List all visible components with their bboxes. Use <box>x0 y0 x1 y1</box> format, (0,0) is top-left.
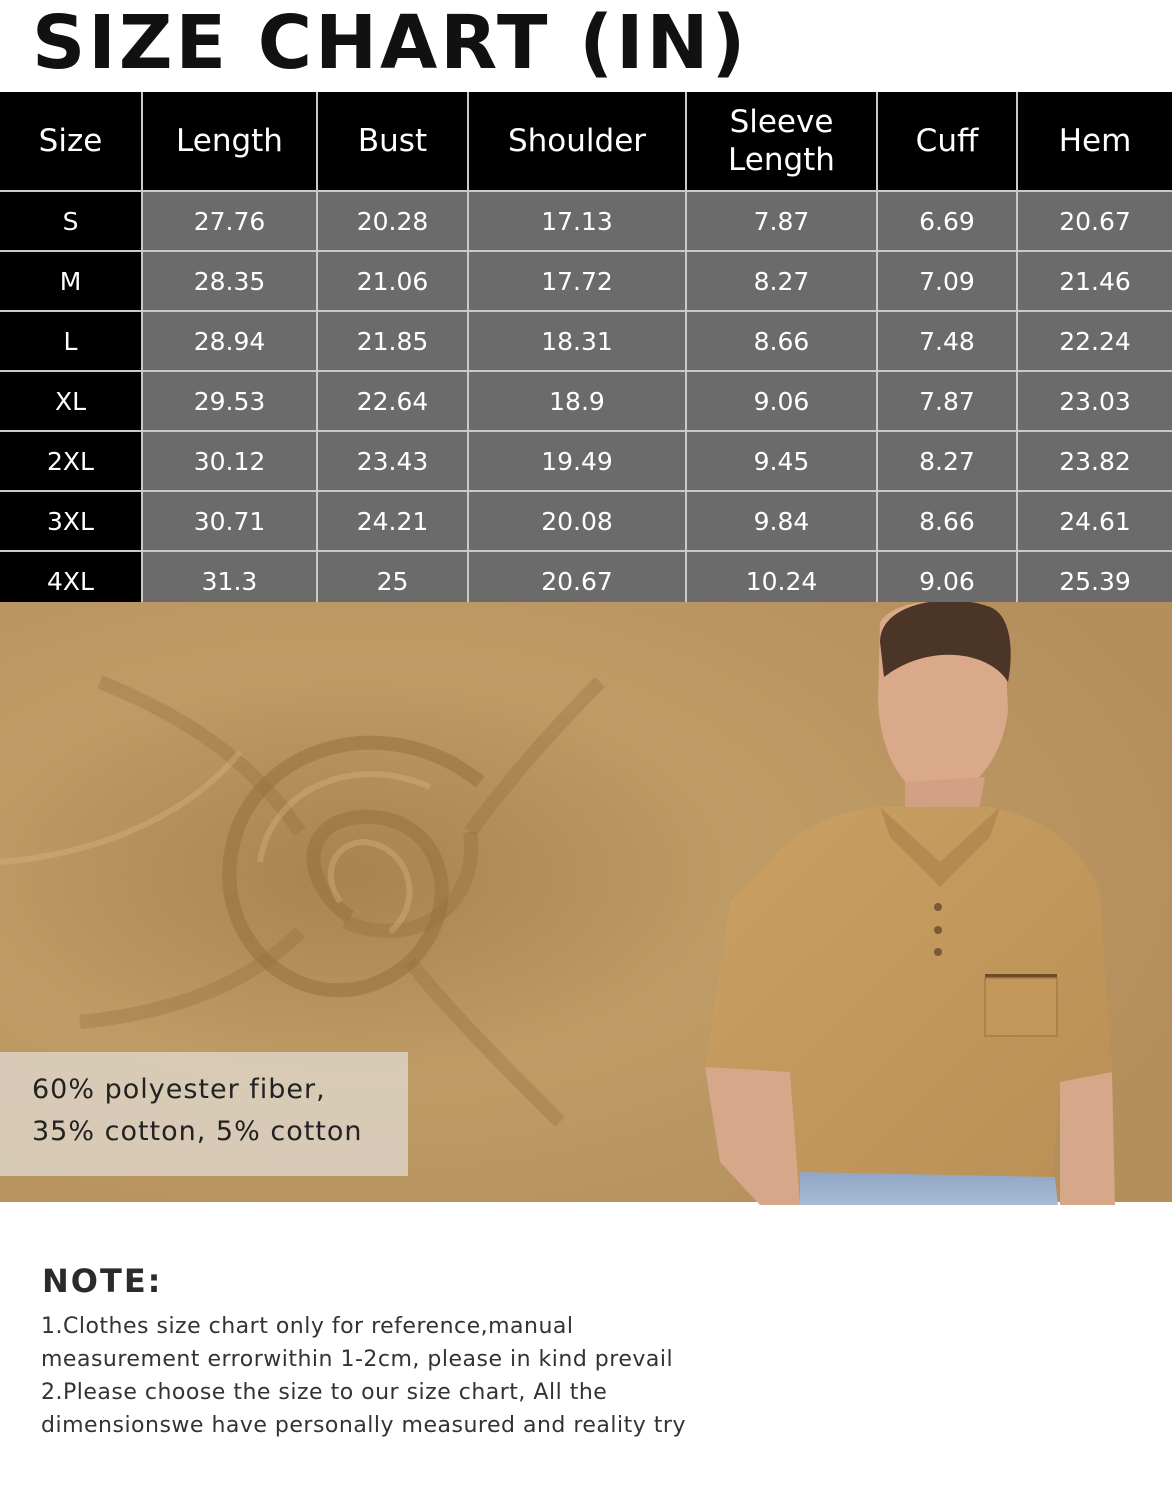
measurement-cell: 20.67 <box>468 551 686 611</box>
measurement-cell: 23.03 <box>1017 371 1172 431</box>
measurement-cell: 27.76 <box>142 191 317 251</box>
measurement-cell: 22.64 <box>317 371 468 431</box>
table-row <box>0 251 1172 311</box>
measurement-cell: 9.84 <box>686 491 877 551</box>
header-bust: Bust <box>317 92 468 191</box>
measurement-cell: 9.45 <box>686 431 877 491</box>
measurement-cell: 9.06 <box>686 371 877 431</box>
measurement-cell: 29.53 <box>142 371 317 431</box>
header-size: Size <box>0 92 142 191</box>
measurement-cell: 20.67 <box>1017 191 1172 251</box>
size-cell: 4XL <box>0 551 142 611</box>
size-cell: L <box>0 311 142 371</box>
table-row <box>0 491 1172 551</box>
measurement-cell: 21.85 <box>317 311 468 371</box>
measurement-cell: 8.66 <box>686 311 877 371</box>
header-sleeve-length: Sleeve Length <box>686 92 877 191</box>
measurement-cell: 21.46 <box>1017 251 1172 311</box>
header-hem: Hem <box>1017 92 1172 191</box>
measurement-cell: 18.31 <box>468 311 686 371</box>
measurement-cell: 7.87 <box>877 371 1017 431</box>
measurement-cell: 7.48 <box>877 311 1017 371</box>
size-cell: M <box>0 251 142 311</box>
table-row <box>0 371 1172 431</box>
measurement-cell: 19.49 <box>468 431 686 491</box>
measurement-cell: 8.27 <box>686 251 877 311</box>
note-line: 2.Please choose the size to our size chart, All the <box>41 1380 608 1405</box>
measurement-cell: 24.61 <box>1017 491 1172 551</box>
measurement-cell: 28.35 <box>142 251 317 311</box>
measurement-cell: 30.71 <box>142 491 317 551</box>
measurement-cell: 7.09 <box>877 251 1017 311</box>
table-row <box>0 191 1172 251</box>
note-line: measurement errorwithin 1-2cm, please in kind prevail <box>41 1347 674 1372</box>
size-cell: S <box>0 191 142 251</box>
measurement-cell: 24.21 <box>317 491 468 551</box>
measurement-cell: 6.69 <box>877 191 1017 251</box>
measurement-cell: 8.27 <box>877 431 1017 491</box>
measurement-cell: 7.87 <box>686 191 877 251</box>
measurement-cell: 9.06 <box>877 551 1017 611</box>
measurement-cell: 23.82 <box>1017 431 1172 491</box>
measurement-cell: 23.43 <box>317 431 468 491</box>
fabric-line-1: 60% polyester fiber, <box>32 1074 326 1105</box>
measurement-cell: 20.08 <box>468 491 686 551</box>
table-row <box>0 431 1172 491</box>
page-title: SIZE CHART (IN) <box>32 0 749 86</box>
table-header-row <box>0 92 1172 191</box>
size-cell: 2XL <box>0 431 142 491</box>
measurement-cell: 17.13 <box>468 191 686 251</box>
header-shoulder: Shoulder <box>468 92 686 191</box>
measurement-cell: 18.9 <box>468 371 686 431</box>
measurement-cell: 31.3 <box>142 551 317 611</box>
measurement-cell: 22.24 <box>1017 311 1172 371</box>
measurement-cell: 25.39 <box>1017 551 1172 611</box>
table-row <box>0 311 1172 371</box>
note-title: NOTE: <box>42 1262 163 1300</box>
measurement-cell: 10.24 <box>686 551 877 611</box>
measurement-cell: 21.06 <box>317 251 468 311</box>
header-length: Length <box>142 92 317 191</box>
header-cuff: Cuff <box>877 92 1017 191</box>
note-line: dimensionswe have personally measured and reality try <box>41 1413 686 1438</box>
size-cell: XL <box>0 371 142 431</box>
size-cell: 3XL <box>0 491 142 551</box>
measurement-cell: 25 <box>317 551 468 611</box>
measurement-cell: 17.72 <box>468 251 686 311</box>
size-chart-table <box>0 92 1172 612</box>
note-line: 1.Clothes size chart only for reference,manual <box>41 1314 574 1339</box>
fabric-composition-label <box>0 1052 408 1176</box>
measurement-cell: 20.28 <box>317 191 468 251</box>
measurement-cell: 8.66 <box>877 491 1017 551</box>
measurement-cell: 30.12 <box>142 431 317 491</box>
measurement-cell: 28.94 <box>142 311 317 371</box>
fabric-line-2: 35% cotton, 5% cotton <box>32 1116 363 1147</box>
